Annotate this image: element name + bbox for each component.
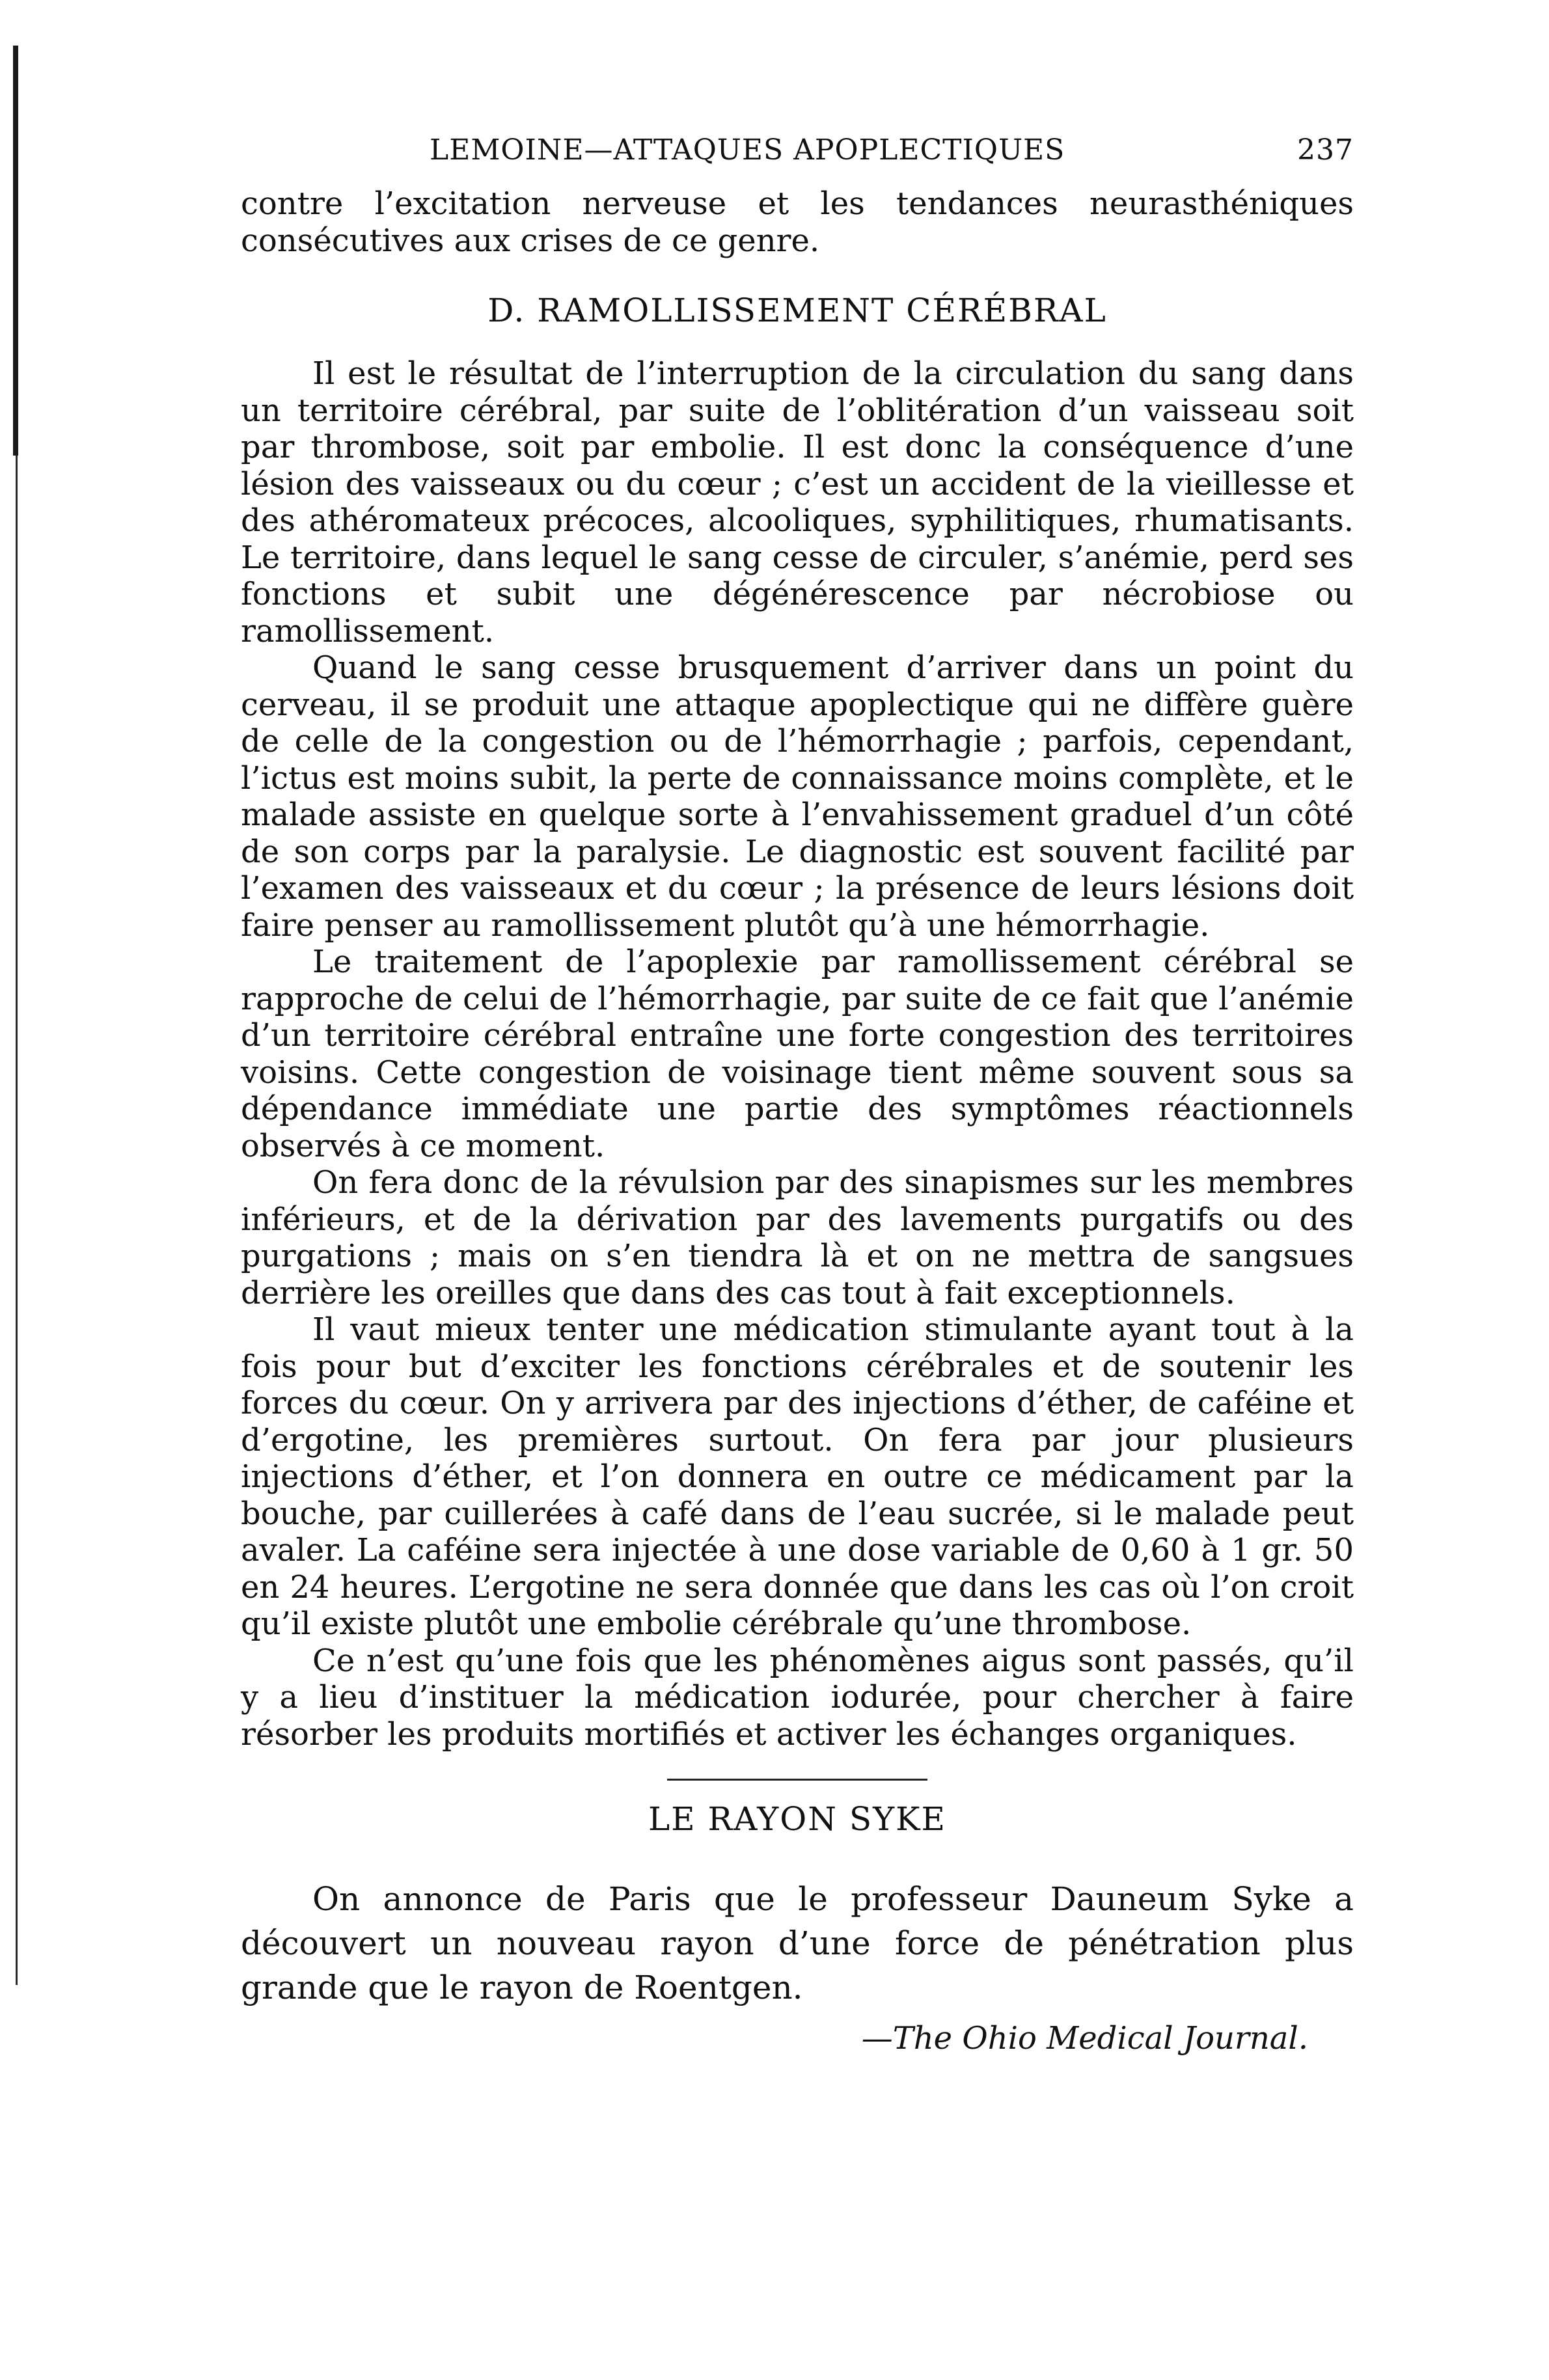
running-head — [241, 133, 1354, 185]
paragraph: Quand le sang cesse brusquement d’arriver dans un point du cerveau, il se produit une attaque apoplectique qui ne diffère guère de celle de la congestion ou de l’hémorrhagie ; parfois, cependant, l’ictus est moins subit, la perte de connaissance moins complète, et le malade assiste en quelque sorte à l’envahissement graduel d’un côté de son corps par la paralysie. Le diagnostic est souvent facilité par l’examen des vaisseaux et du cœur ; la présence de leurs lésions doit faire penser au ramollissement plutôt qu’à une hémorrhagie. — [241, 650, 1354, 944]
paragraph: On fera donc de la révulsion par des sinapismes sur les membres inférieurs, et de la dérivation par des lavements purgatifs ou des purgations ; mais on s’en tiendra là et on ne mettra de sangsues derrière les oreilles que dans des cas tout à fait exceptionnels. — [241, 1164, 1354, 1311]
paragraph: Il est le résultat de l’interruption de la circulation du sang dans un territoire cérébral, par suite de l’oblitération d’un vaisseau soit par thrombose, soit par embolie. Il est donc la conséquence d’une lésion des vaisseaux ou du cœur ; c’est un accident de la vieillesse et des athéromateux précoces, alcooliques, syphilitiques, rhumatisants. Le territoire, dans lequel le sang cesse de circuler, s’anémie, perd ses fonctions et subit une dégénérescence par nécrobiose ou ramollissement. — [241, 355, 1354, 650]
book-page — [241, 133, 1354, 2057]
article-text: On annonce de Paris que le professeur Dauneum Syke a découvert un nouveau rayon d’une force de pénétration plus grande que le rayon de Roentgen. — [241, 1880, 1354, 2006]
paragraph: Il vaut mieux tenter une médication stimulante ayant tout à la fois pour but d’exciter les fonctions cérébrales et de soutenir les forces du cœur. On y arrivera par des injections d’éther, de caféine et d’ergotine, les premières surtout. On fera par jour plusieurs injections d’éther, et l’on donnera en outre ce médicament par la bouche, par cuillerées à café dans de l’eau sucrée, si le malade peut avaler. La caféine sera injectée à une dose variable de 0,60 à 1 gr. 50 en 24 heures. L’ergotine ne sera donnée que dans les cas où l’on croit qu’il existe plutôt une embolie cérébrale qu’une thrombose. — [241, 1311, 1354, 1642]
article-title: LE RAYON SYKE — [648, 1800, 947, 1838]
scan-edge-mark — [13, 46, 18, 456]
page-number: 237 — [1297, 133, 1354, 167]
paragraph: Ce n’est qu’une fois que les phénomènes aigus sont passés, qu’il y a lieu d’instituer la médication iodurée, pour chercher à faire résorber les produits mortifiés et activer les échanges organiques. — [241, 1642, 1354, 1753]
section-title: D. RAMOLLISSEMENT CÉRÉBRAL — [487, 292, 1107, 329]
article-source: —The Ohio Medical Journal. — [861, 2020, 1308, 2057]
scan-edge-line — [16, 456, 18, 1985]
paragraph: Le traitement de l’apoplexie par ramollissement cérébral se rapproche de celui de l’hémorrhagie, par suite de ce fait que l’anémie d’un territoire cérébral entraîne une forte congestion des territoires voisins. Cette congestion de voisinage tient même souvent sous sa dépendance immédiate une partie des symptômes réactionnels observés à ce moment. — [241, 944, 1354, 1164]
section-divider — [667, 1779, 927, 1781]
running-title: LEMOINE—ATTAQUES APOPLECTIQUES — [430, 133, 1065, 167]
opening-paragraph: contre l’excitation nerveuse et les tendances neurasthéniques consécutives aux crises de ce genre. — [241, 185, 1354, 259]
